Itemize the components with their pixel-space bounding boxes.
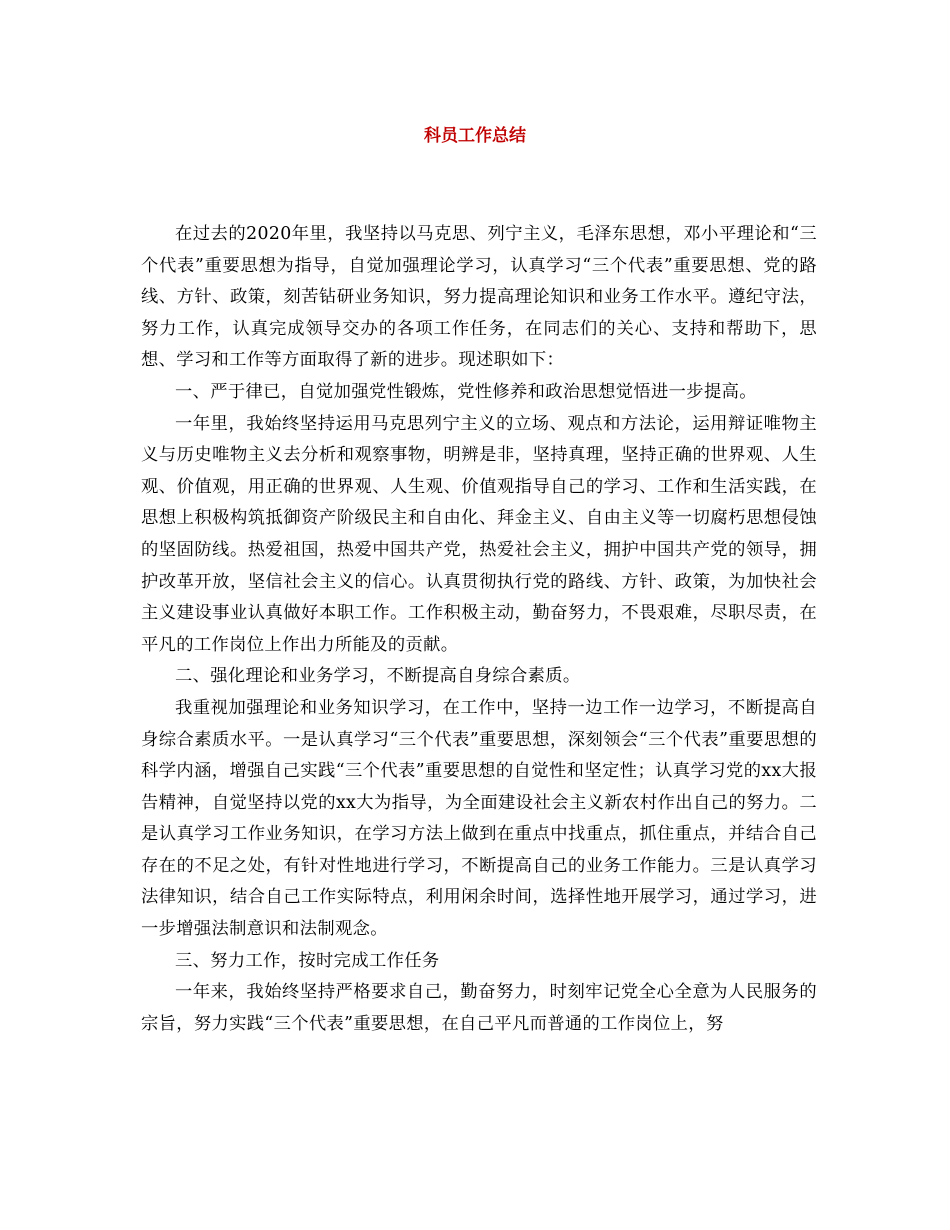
paragraph-section-2: 我重视加强理论和业务知识学习，在工作中，坚持一边工作一边学习，不断提高自身综合素质水平。一是认真学习“三个代表”重要思想，深刻领会“三个代表”重要思想的科学内涵，增强自己实践“三个代表”重要思想的自觉性和坚定性；认真学习党的xx大报告精神，自觉坚持以党的xx大为指导，为全面建设社会主义新农村作出自己的努力。二是认真学习工作业务知识，在学习方法上做到在重点中找重点，抓住重点，并结合自己存在的不足之处，有针对性地进行学习，不断提高自己的业务工作能力。三是认真学习法律知识，结合自己工作实际特点，利用闲余时间，选择性地开展学习，通过学习，进一步增强法制意识和法制观念。 xyxy=(141,697,817,940)
paragraph-intro: 在过去的2020年里，我坚持以马克思、列宁主义，毛泽东思想，邓小平理论和“三个代表”重要思想为指导，自觉加强理论学习，认真学习“三个代表”重要思想、党的路线、方针、政策，刻苦钻研业务知识，努力提高理论知识和业务工作水平。遵纪守法，努力工作，认真完成领导交办的各项工作任务，在同志们的关心、支持和帮助下，思想、学习和工作等方面取得了新的进步。现述职如下： xyxy=(141,224,817,371)
paragraph-section-3: 一年来，我始终坚持严格要求自己，勤奋努力，时刻牢记党全心全意为人民服务的宗旨，努力实践“三个代表”重要思想，在自己平凡而普通的工作岗位上，努 xyxy=(141,982,817,1034)
section-heading-2: 二、强化理论和业务学习，不断提高自身综合素质。 xyxy=(175,666,581,687)
section-heading-1: 一、严于律已，自觉加强党性锻炼，党性修养和政治思想觉悟进一步提高。 xyxy=(175,381,757,402)
document-title: 科员工作总结 xyxy=(424,126,526,146)
section-heading-3: 三、努力工作，按时完成工作任务 xyxy=(175,950,440,971)
paragraph-section-1: 一年里，我始终坚持运用马克思列宁主义的立场、观点和方法论，运用辩证唯物主义与历史唯物主义去分析和观察事物，明辨是非，坚持真理，坚持正确的世界观、人生观、价值观，用正确的世界观、人生观、价值观指导自己的学习、工作和生活实践，在思想上积极构筑抵御资产阶级民主和自由化、拜金主义、自由主义等一切腐朽思想侵蚀的坚固防线。热爱祖国，热爱中国共产党，热爱社会主义，拥护中国共产党的领导，拥护改革开放，坚信社会主义的信心。认真贯彻执行党的路线、方针、政策，为加快社会主义建设事业认真做好本职工作。工作积极主动，勤奋努力，不畏艰难，尽职尽责，在平凡的工作岗位上作出力所能及的贡献。 xyxy=(141,413,817,655)
document-body xyxy=(141,219,817,1040)
